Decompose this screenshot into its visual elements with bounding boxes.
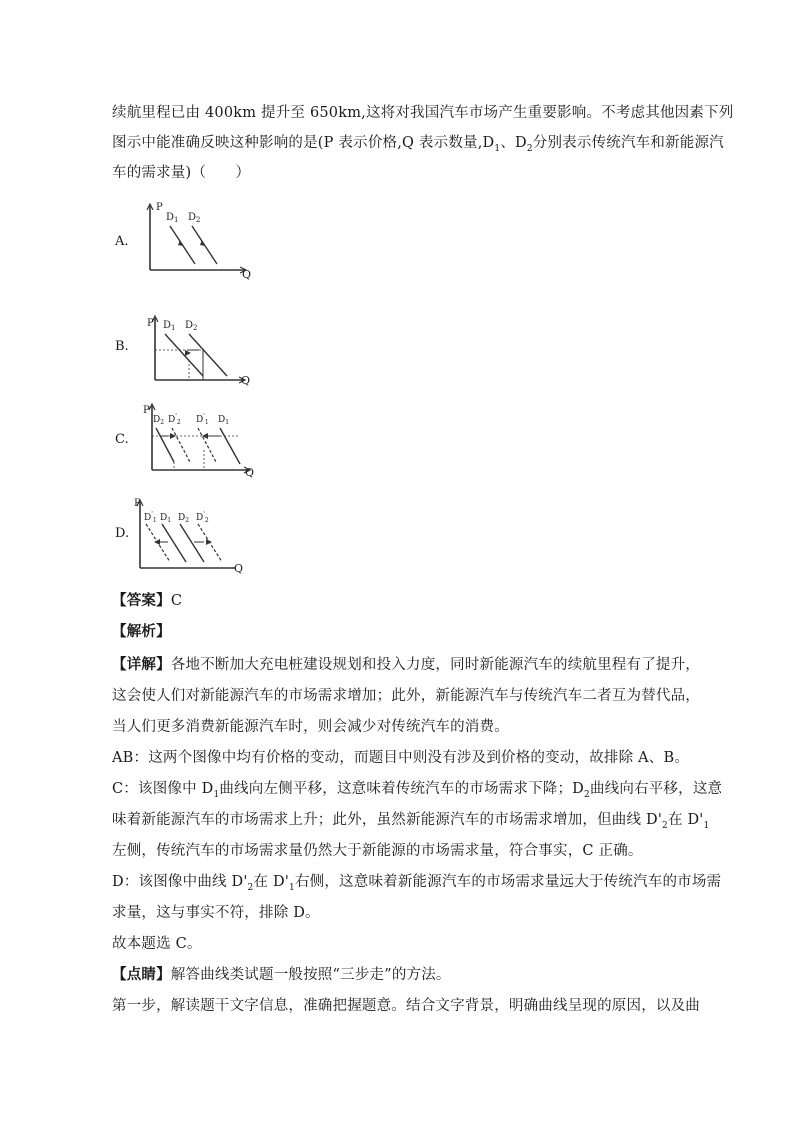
detail-line-3: 当人们更多消费新能源汽车时，则会减少对传统汽车的消费。 xyxy=(112,719,509,735)
answer-value: C xyxy=(170,593,183,609)
curve-d2-prime-label: $D'_2$ xyxy=(168,413,181,426)
axis-p-label: P xyxy=(134,498,141,509)
axis-q-label: Q xyxy=(241,374,251,387)
detail-d-line-1: D：该图像中曲线 $D'_2$在 $D'_1$右侧，这意味着新能源汽车的市场需求量远大于传统汽车的市场需 xyxy=(112,874,722,893)
option-b-graph xyxy=(145,312,265,388)
curve-d1-prime-label: $D'_1$ xyxy=(144,511,157,524)
option-b-label: B. xyxy=(115,339,129,354)
question-line-2: 图示中能准确反映这种影响的是(P 表示价格,Q 表示数量$,D_1$、$D_2$分别表示传统汽车和新能源汽 xyxy=(112,135,724,154)
question-line-1: 续航里程已由 400km 提升至 650km,这将对我国汽车市场产生重要影响。不考虑其他因素下列 xyxy=(112,105,734,121)
detail-label: 【详解】 xyxy=(112,657,171,673)
axis-q-label: Q xyxy=(242,268,252,281)
curve-d1-label: $D_1$ xyxy=(166,212,179,224)
tip-label: 【点睛】 xyxy=(112,967,171,983)
axis-p-label: P xyxy=(147,318,154,329)
curve-d1-prime-label: $D'_1$ xyxy=(196,413,209,426)
curve-d2-label: $D_2$ xyxy=(188,212,201,224)
curve-d1-label: $D_1$ xyxy=(163,320,176,332)
detail-c-line-1: C：该图像中 $D_1$曲线向左侧平移，这意味着传统汽车的市场需求下降；$D_2$曲线向右平移，这意 xyxy=(112,781,723,800)
curve-d1-label: $D_1$ xyxy=(218,415,230,426)
detail-c-line-3: 左侧，传统汽车的市场需求量仍然大于新能源的市场需求量，符合事实，C 正确。 xyxy=(112,843,643,859)
answer-line xyxy=(112,591,182,611)
option-c-graph xyxy=(140,400,265,480)
curve-d2-label: $D_2$ xyxy=(153,415,165,426)
answer-label: 【答案】 xyxy=(112,593,171,609)
question-line-3: 车的需求量)（ ） xyxy=(112,165,251,181)
detail-ab: AB：这两个图像中均有价格的变动，而题目中则没有涉及到价格的变动，故排除 A、B。 xyxy=(112,750,690,766)
detail-conclusion: 故本题选 C。 xyxy=(112,936,202,952)
analysis-label: 【解析】 xyxy=(112,624,171,640)
detail-d-line-2: 求量，这与事实不符，排除 D。 xyxy=(112,905,320,921)
curve-d2-label: $D_2$ xyxy=(178,513,190,524)
axis-p-label: P xyxy=(143,405,150,416)
detail-c-line-2: 味着新能源汽车的市场需求上升；此外，虽然新能源汽车的市场需求增加，但曲线 $D'_2$在 $D'_1$ xyxy=(112,812,710,831)
detail-line-2: 这会使人们对新能源汽车的市场需求增加；此外，新能源汽车与传统汽车二者互为替代品， xyxy=(112,688,700,704)
curve-d2-label: $D_2$ xyxy=(185,320,198,332)
axis-q-label: Q xyxy=(234,562,244,575)
tip-line: 【点睛】解答曲线类试题一般按照“三步走”的方法。 xyxy=(112,967,451,983)
option-c-label: C. xyxy=(115,432,129,447)
option-d-label: D. xyxy=(115,526,130,541)
option-d-graph xyxy=(130,494,242,574)
axis-p-label: P xyxy=(156,202,163,213)
detail-line-1: 【详解】各地不断加大充电桩建设规划和投入力度，同时新能源汽车的续航里程有了提升， xyxy=(112,657,701,673)
option-a-label: A. xyxy=(115,234,129,249)
tip-step-1: 第一步，解读题干文字信息，准确把握题意。结合文字背景，明确曲线呈现的原因，以及曲 xyxy=(112,998,700,1014)
axis-q-label: Q xyxy=(245,466,255,479)
option-a-graph xyxy=(140,198,260,281)
curve-d2-prime-label: $D'_2$ xyxy=(196,511,209,524)
curve-d1-label: $D_1$ xyxy=(160,513,172,524)
